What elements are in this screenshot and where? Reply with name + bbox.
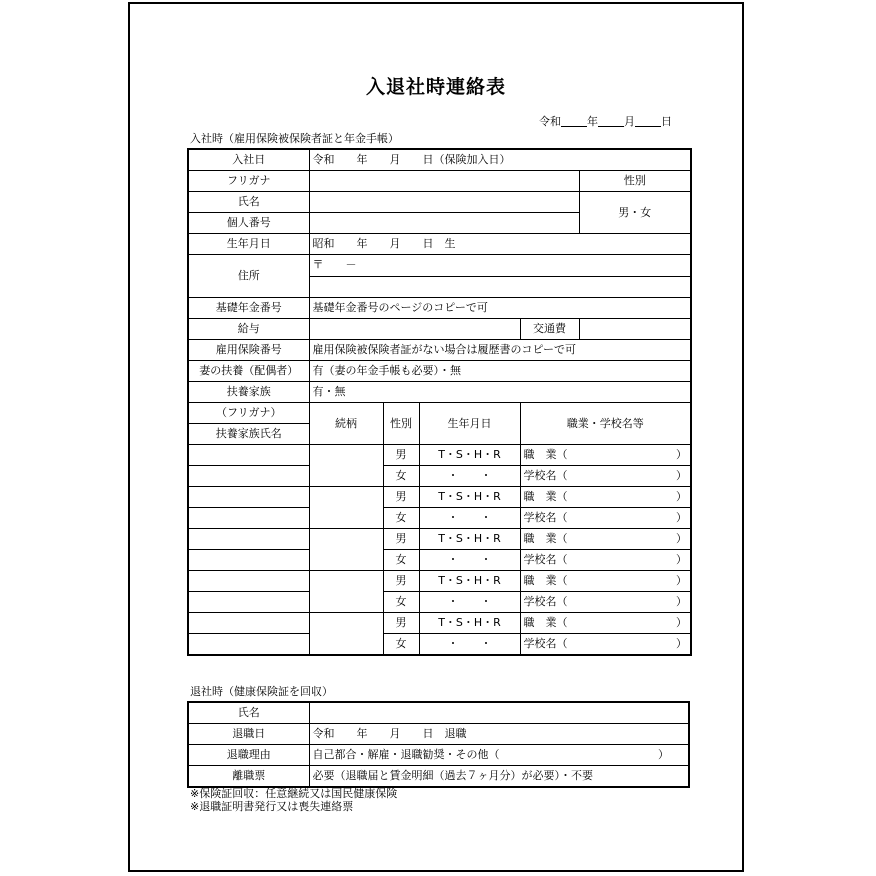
- dep-school-field[interactable]: [520, 550, 691, 571]
- transport-label: 交通費: [520, 319, 579, 340]
- dep-school-label: 学校名（: [523, 553, 568, 566]
- dep-job-label: 職 業（: [523, 490, 568, 503]
- dep-era[interactable]: T・S・H・R: [419, 571, 520, 592]
- dep-era[interactable]: T・S・H・R: [419, 487, 520, 508]
- date-month: 月: [624, 115, 635, 128]
- note-line: ※保険証回収：任意継続又は国民健康保険: [190, 787, 398, 800]
- dep-furigana-field[interactable]: [188, 571, 309, 592]
- address-field[interactable]: [309, 276, 691, 298]
- dep-job-close: ）: [676, 490, 687, 503]
- dep-furigana-head: （フリガナ）: [188, 403, 309, 424]
- table-row: [188, 298, 691, 319]
- dep-job-field[interactable]: [520, 445, 691, 466]
- dep-school-close: ）: [676, 469, 687, 482]
- dep-row: [188, 487, 691, 508]
- dep-birth-head: 生年月日: [419, 403, 520, 445]
- leave-table: [187, 701, 690, 788]
- mynumber-label: 個人番号: [188, 213, 309, 234]
- dep-relation-field[interactable]: [309, 445, 383, 487]
- dep-school-field[interactable]: [520, 592, 691, 613]
- date-year: 年: [587, 115, 598, 128]
- dep-relation-field[interactable]: [309, 613, 383, 656]
- dep-relation-field[interactable]: [309, 529, 383, 571]
- dep-male[interactable]: 男: [383, 529, 419, 550]
- dep-female[interactable]: 女: [383, 508, 419, 529]
- dependents-field[interactable]: 有・無: [309, 382, 691, 403]
- dep-date-dots[interactable]: ・ ・: [419, 466, 520, 487]
- dep-female[interactable]: 女: [383, 634, 419, 656]
- dep-date-dots[interactable]: ・ ・: [419, 634, 520, 656]
- dep-era[interactable]: T・S・H・R: [419, 445, 520, 466]
- gender-label: 性別: [579, 171, 691, 192]
- leave-name-label: 氏名: [188, 702, 309, 724]
- dep-relation-field[interactable]: [309, 487, 383, 529]
- dep-era[interactable]: T・S・H・R: [419, 529, 520, 550]
- mynumber-field[interactable]: [309, 213, 579, 234]
- form-page: [128, 2, 744, 872]
- dep-school-close: ）: [676, 553, 687, 566]
- name-label: 氏名: [188, 192, 309, 213]
- dep-school-close: ）: [676, 595, 687, 608]
- form-title: 入退社時連絡表: [365, 76, 506, 98]
- dep-name-field[interactable]: [188, 466, 309, 487]
- table-row: [188, 234, 691, 255]
- address-label: 住所: [188, 255, 309, 298]
- dep-school-field[interactable]: [520, 466, 691, 487]
- dep-furigana-field[interactable]: [188, 445, 309, 466]
- table-row: [188, 149, 691, 171]
- dep-school-label: 学校名（: [523, 595, 568, 608]
- dep-name-field[interactable]: [188, 592, 309, 613]
- note-line: ※退職証明書発行又は喪失連絡票: [190, 800, 354, 813]
- dep-school-close: ）: [676, 511, 687, 524]
- dep-female[interactable]: 女: [383, 550, 419, 571]
- dep-name-field[interactable]: [188, 508, 309, 529]
- slip-label: 離職票: [188, 766, 309, 788]
- furigana-field[interactable]: [309, 171, 579, 192]
- pension-field[interactable]: 基礎年金番号のページのコピーで可: [309, 298, 691, 319]
- dep-row: [188, 550, 691, 571]
- date-era: 令和: [539, 115, 561, 128]
- table-row: [188, 745, 689, 766]
- birth-label: 生年月日: [188, 234, 309, 255]
- dep-row: [188, 571, 691, 592]
- dep-male[interactable]: 男: [383, 445, 419, 466]
- dep-row: [188, 529, 691, 550]
- table-row: [188, 192, 691, 213]
- dep-male[interactable]: 男: [383, 487, 419, 508]
- leave-name-field[interactable]: [309, 702, 689, 724]
- dep-date-dots[interactable]: ・ ・: [419, 592, 520, 613]
- dep-job-label: 職 業（: [523, 448, 568, 461]
- dep-school-field[interactable]: [520, 508, 691, 529]
- dep-job-close: ）: [676, 574, 687, 587]
- dep-job-close: ）: [676, 448, 687, 461]
- dep-row: [188, 613, 691, 634]
- dep-row: [188, 592, 691, 613]
- month-blank[interactable]: [598, 114, 624, 127]
- spouse-label: 妻の扶養（配偶者）: [188, 361, 309, 382]
- dep-relation-field[interactable]: [309, 571, 383, 613]
- birth-field[interactable]: 昭和 年 月 日 生: [309, 234, 691, 255]
- dep-gender-head: 性別: [383, 403, 419, 445]
- dep-row: [188, 466, 691, 487]
- dep-female[interactable]: 女: [383, 466, 419, 487]
- dep-job-field[interactable]: [520, 571, 691, 592]
- table-row: [188, 340, 691, 361]
- join-date-field[interactable]: 令和 年 月 日（保険加入日）: [309, 149, 691, 171]
- table-row: [188, 702, 689, 724]
- reason-field[interactable]: [309, 745, 689, 766]
- reason-label: 退職理由: [188, 745, 309, 766]
- join-table: [187, 148, 692, 656]
- name-field[interactable]: [309, 192, 579, 213]
- dep-job-field[interactable]: [520, 487, 691, 508]
- dep-furigana-field[interactable]: [188, 487, 309, 508]
- notes: [190, 787, 397, 813]
- dep-name-field[interactable]: [188, 550, 309, 571]
- reason-close: ）: [658, 748, 669, 761]
- spouse-field[interactable]: 有（妻の年金手帳も必要）・無: [309, 361, 691, 382]
- dep-occupation-head: 職業・学校名等: [520, 403, 691, 445]
- table-row: [188, 766, 689, 788]
- dep-relation-head: 続柄: [309, 403, 383, 445]
- dep-job-label: 職 業（: [523, 532, 568, 545]
- dep-school-close: ）: [676, 637, 687, 650]
- emp-ins-field[interactable]: 雇用保険被保険者証がない場合は履歴書のコピーで可: [309, 340, 691, 361]
- dep-school-field[interactable]: [520, 634, 691, 656]
- year-blank[interactable]: [561, 114, 587, 127]
- leave-date-label: 退職日: [188, 724, 309, 745]
- dep-male[interactable]: 男: [383, 571, 419, 592]
- day-blank[interactable]: [635, 114, 661, 127]
- table-row: [188, 403, 691, 424]
- emp-ins-label: 雇用保険番号: [188, 340, 309, 361]
- date-day: 日: [661, 115, 672, 128]
- table-row: [188, 361, 691, 382]
- dep-job-close: ）: [676, 532, 687, 545]
- dep-school-label: 学校名（: [523, 511, 568, 524]
- dep-row: [188, 508, 691, 529]
- dep-row: [188, 445, 691, 466]
- dep-furigana-field[interactable]: [188, 613, 309, 634]
- table-row: [188, 382, 691, 403]
- join-heading: 入社時（雇用保険被保険者証と年金手帳）: [190, 132, 399, 145]
- dep-job-label: 職 業（: [523, 616, 568, 629]
- dep-job-label: 職 業（: [523, 574, 568, 587]
- slip-field[interactable]: 必要（退職届と賃金明細（過去７ヶ月分）が必要）・不要: [309, 766, 689, 788]
- table-row: [188, 255, 691, 277]
- dep-school-label: 学校名（: [523, 637, 568, 650]
- leave-date-field[interactable]: 令和 年 月 日 退職: [309, 724, 689, 745]
- reason-options: 自己都合・解雇・退職勧奨・その他（: [312, 748, 500, 761]
- salary-label: 給与: [188, 319, 309, 340]
- dep-female[interactable]: 女: [383, 592, 419, 613]
- dep-job-field[interactable]: [520, 529, 691, 550]
- dep-row: [188, 634, 691, 656]
- address-postal-field[interactable]: 〒 －: [309, 255, 691, 277]
- table-row: [188, 171, 691, 192]
- dependents-label: 扶養家族: [188, 382, 309, 403]
- dep-name-head: 扶養家族氏名: [188, 424, 309, 445]
- furigana-label: フリガナ: [188, 171, 309, 192]
- table-row: [188, 319, 691, 340]
- pension-label: 基礎年金番号: [188, 298, 309, 319]
- dep-era[interactable]: T・S・H・R: [419, 613, 520, 634]
- dep-male[interactable]: 男: [383, 613, 419, 634]
- dep-furigana-field[interactable]: [188, 529, 309, 550]
- salary-field[interactable]: [309, 319, 520, 340]
- join-date-label: 入社日: [188, 149, 309, 171]
- transport-field[interactable]: [579, 319, 691, 340]
- dep-school-label: 学校名（: [523, 469, 568, 482]
- leave-heading: 退社時（健康保険証を回収）: [190, 685, 333, 698]
- table-row: [188, 724, 689, 745]
- dep-date-dots[interactable]: ・ ・: [419, 508, 520, 529]
- dep-job-close: ）: [676, 616, 687, 629]
- dep-job-field[interactable]: [520, 613, 691, 634]
- dep-name-field[interactable]: [188, 634, 309, 656]
- date-line: [539, 113, 672, 129]
- gender-field[interactable]: 男・女: [579, 192, 691, 234]
- dep-date-dots[interactable]: ・ ・: [419, 550, 520, 571]
